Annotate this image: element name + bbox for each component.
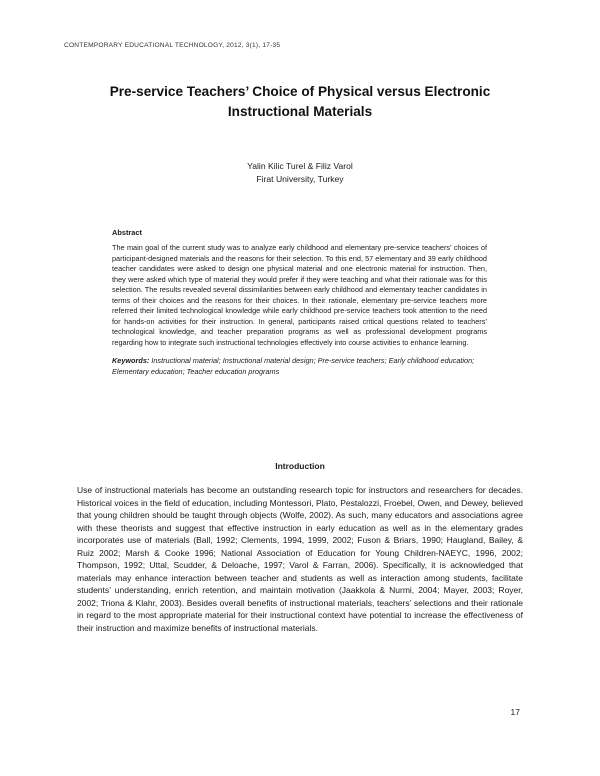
introduction-text: Use of instructional materials has become an outstanding research topic for instructors and researchers for decades. Historical voices in the field of education, including Montessori, Plato, Pestalozzi, Froebel, Owen, and Dewey, believed that young children should be taught through objects (Wolfe, 2002). As such, many educators and associations agree with these theorists and suggest that effective instruction in early education as well as in the elementary grades incorporates use of materials (Ball, 1992; Clements, 1994, 1999, 2002; Fuson & Briars, 1990; Haugland, Bailey, & Ruiz 2002; Marsh & Cooke 1996; National Association of Education for Young Children-NAEYC, 1996, 2002; Thompson, 1992; Uttal, Scudder, & Deloache, 1997; Varol & Farran, 2006). Specifically, it is acknowledged that materials may enhance interaction between teacher and students as well as interaction among students, facilitate students’ understanding, enrich retention, and maintain motivation (Jaakkola & Nurmi, 2004; Mayer, 2003; Royer, 2002; Triona & Klahr, 2003). Besides overall benefits of instructional materials, teachers’ selections and their rationale in regard to the most appropriate material for their instructional context have potential to increase the effectiveness of their instruction and maximize benefits of instructional materials. [77, 485, 523, 633]
author-affiliation: Firat University, Turkey [256, 173, 344, 184]
abstract-text: The main goal of the current study was to analyze early childhood and elementary pre-service teachers’ choices of participant-designed materials and the reasons for their selection. To this end, 57 elementary and 39 early childhood teacher candidates were asked to design one physical material and one electronic material for instruction. Then, they were asked which type of material they would prefer if they were teaching and what their rationale was for this selection. The results revealed several dissimilarities between early childhood and elementary teacher candidates in terms of their choices and the reasons for their choices. In their rationale, elementary pre-service teachers more referred their limited technological knowledge while early childhood pre-service teachers took attention to the need for hands-on activities for their instruction. In general, participants raised critical questions related to teachers’ technological knowledge, and teacher preparation programs as well as professional development programs regarding how to integrate such instructional technologies effectively into course activities to enhance learning. [112, 243, 487, 347]
paper-title: Pre-service Teachers’ Choice of Physical versus Electronic Instructional Materials [109, 84, 491, 119]
abstract-section [112, 228, 487, 377]
abstract-heading: Abstract [112, 228, 142, 237]
keywords [112, 356, 487, 377]
keywords-text: Instructional material; Instructional material design; Pre-service teachers; Early childhood education; Elementary education; Teacher education programs [112, 356, 475, 376]
author-block [120, 160, 480, 185]
keywords-label: Keywords: [112, 356, 150, 365]
introduction-heading: Introduction [275, 461, 325, 471]
author-names: Yalin Kilic Turel & Filiz Varol [247, 161, 353, 171]
running-header: CONTEMPORARY EDUCATIONAL TECHNOLOGY, 2012, 3(1), 17-35 [64, 42, 281, 49]
page-number: 17 [510, 707, 520, 717]
